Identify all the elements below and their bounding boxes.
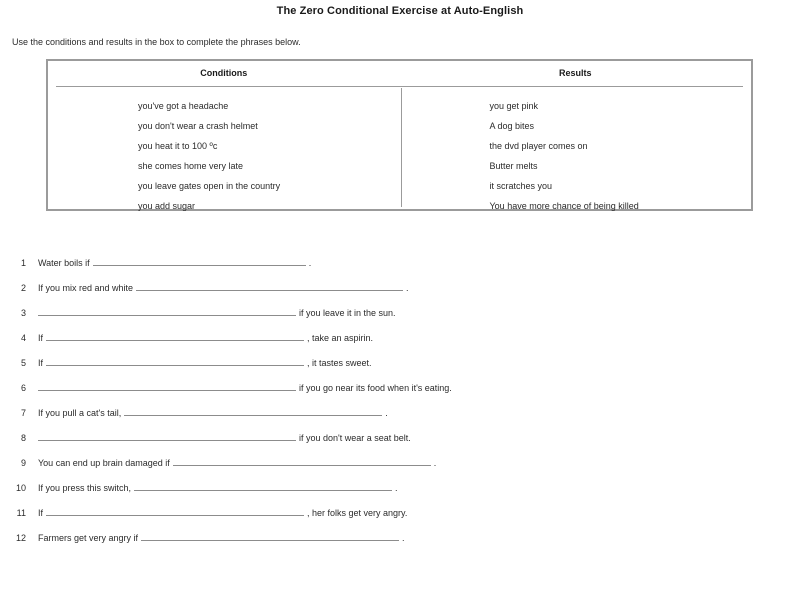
sentence-suffix: , it tastes sweet. bbox=[307, 358, 372, 368]
sentence-suffix: . bbox=[402, 533, 405, 543]
answer-blank[interactable] bbox=[173, 456, 431, 466]
results-column bbox=[400, 88, 752, 209]
condition-item: you don't wear a crash helmet bbox=[138, 121, 258, 131]
header-divider-rule bbox=[56, 86, 743, 87]
exercise-row bbox=[0, 331, 800, 356]
exercise-sentence bbox=[38, 381, 452, 393]
word-bank-body bbox=[48, 88, 751, 209]
exercise-number: 3 bbox=[20, 308, 26, 318]
page-title: The Zero Conditional Exercise at Auto-English bbox=[276, 5, 524, 17]
sentence-suffix: if you don't wear a seat belt. bbox=[299, 433, 411, 443]
condition-item: she comes home very late bbox=[138, 161, 244, 171]
column-header-conditions: Conditions bbox=[200, 68, 248, 78]
sentence-prefix: If bbox=[38, 333, 44, 343]
sentence-suffix: . bbox=[308, 258, 312, 268]
exercise-row bbox=[0, 406, 800, 431]
sentence-prefix: Water boils if bbox=[38, 258, 90, 268]
exercise-number: 4 bbox=[20, 333, 26, 343]
exercise-sentence bbox=[38, 331, 373, 343]
answer-blank[interactable] bbox=[46, 506, 304, 516]
exercise-row bbox=[0, 431, 800, 456]
exercise-row bbox=[0, 456, 800, 481]
sentence-suffix: . bbox=[433, 458, 437, 468]
word-bank-box bbox=[46, 59, 753, 211]
exercise-sentence bbox=[38, 531, 405, 543]
condition-item: you heat it to 100 ºc bbox=[138, 141, 218, 151]
answer-blank[interactable] bbox=[134, 481, 392, 491]
column-header-results: Results bbox=[558, 68, 592, 78]
exercise-number: 9 bbox=[20, 458, 26, 468]
exercise-sentence bbox=[38, 431, 411, 443]
sentence-suffix: , her folks get very angry. bbox=[307, 508, 408, 518]
condition-item: you leave gates open in the country bbox=[138, 181, 281, 191]
sentence-prefix: If bbox=[38, 508, 44, 518]
sentence-suffix: . bbox=[406, 283, 409, 293]
exercise-sentence bbox=[38, 406, 388, 418]
sentence-suffix: if you go near its food when it's eating. bbox=[299, 383, 452, 393]
exercise-number: 11 bbox=[16, 508, 26, 518]
exercise-list bbox=[0, 256, 800, 556]
result-item: it scratches you bbox=[489, 181, 553, 191]
answer-blank[interactable] bbox=[141, 531, 399, 541]
exercise-row bbox=[0, 306, 800, 331]
exercise-row bbox=[0, 506, 800, 531]
exercise-sentence bbox=[38, 481, 398, 493]
conditions-column bbox=[48, 88, 400, 209]
exercise-number: 12 bbox=[15, 533, 26, 543]
exercise-sentence bbox=[38, 506, 407, 518]
result-item: You have more chance of being killed bbox=[489, 201, 639, 211]
exercise-row bbox=[0, 481, 800, 506]
sentence-prefix: If you mix red and white bbox=[38, 283, 134, 293]
exercise-sentence bbox=[38, 281, 409, 293]
exercise-sentence bbox=[38, 306, 396, 318]
sentence-prefix: If you pull a cat's tail, bbox=[38, 408, 122, 418]
exercise-row bbox=[0, 531, 800, 556]
answer-blank[interactable] bbox=[38, 381, 296, 391]
exercise-number: 1 bbox=[20, 258, 26, 268]
exercise-number: 5 bbox=[20, 358, 26, 368]
sentence-suffix: , take an aspirin. bbox=[307, 333, 374, 343]
answer-blank[interactable] bbox=[38, 306, 296, 316]
exercise-row bbox=[0, 381, 800, 406]
sentence-prefix: Farmers get very angry if bbox=[38, 533, 139, 543]
exercise-sentence bbox=[38, 356, 372, 368]
exercise-number: 7 bbox=[20, 408, 26, 418]
exercise-sentence bbox=[38, 456, 436, 468]
exercise-sentence bbox=[38, 256, 311, 268]
result-item: the dvd player comes on bbox=[489, 141, 588, 151]
exercise-number: 8 bbox=[20, 433, 26, 443]
exercise-number: 6 bbox=[20, 383, 26, 393]
condition-item: you've got a headache bbox=[138, 101, 229, 111]
sentence-suffix: . bbox=[395, 483, 398, 493]
answer-blank[interactable] bbox=[93, 256, 306, 266]
sentence-prefix: If you press this switch, bbox=[38, 483, 132, 493]
answer-blank[interactable] bbox=[136, 281, 403, 291]
exercise-number: 10 bbox=[15, 483, 26, 493]
sentence-prefix: If bbox=[38, 358, 44, 368]
condition-item: you add sugar bbox=[138, 201, 196, 211]
exercise-row bbox=[0, 356, 800, 381]
exercise-number: 2 bbox=[20, 283, 26, 293]
answer-blank[interactable] bbox=[46, 331, 304, 341]
word-bank-header-row bbox=[48, 61, 751, 85]
answer-blank[interactable] bbox=[124, 406, 382, 416]
exercise-row bbox=[0, 256, 800, 281]
sentence-suffix: . bbox=[385, 408, 388, 418]
sentence-suffix: if you leave it in the sun. bbox=[299, 308, 396, 318]
sentence-prefix: You can end up brain damaged if bbox=[38, 458, 170, 468]
exercise-row bbox=[0, 281, 800, 306]
result-item: A dog bites bbox=[489, 121, 535, 131]
instruction-text: Use the conditions and results in the box to complete the phrases below. bbox=[12, 37, 301, 47]
result-item: Butter melts bbox=[489, 161, 538, 171]
answer-blank[interactable] bbox=[38, 431, 296, 441]
result-item: you get pink bbox=[489, 101, 539, 111]
answer-blank[interactable] bbox=[46, 356, 304, 366]
